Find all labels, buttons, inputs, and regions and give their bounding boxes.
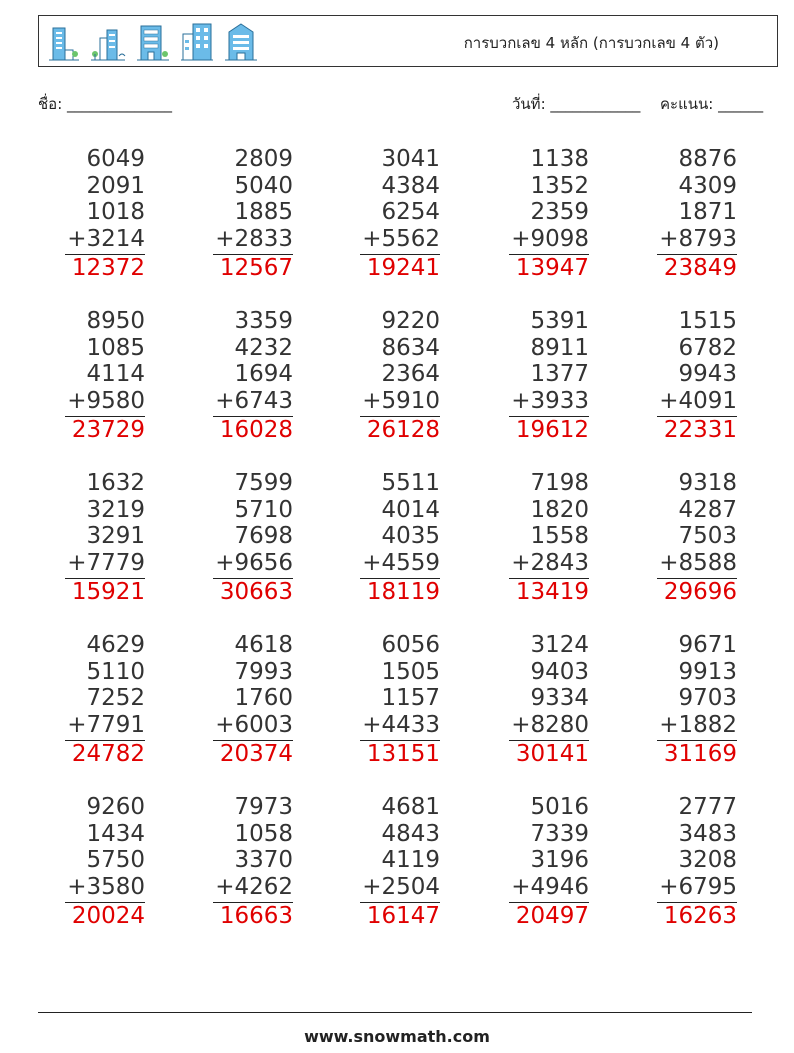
addend: 4681 xyxy=(381,794,440,820)
addend: 7252 xyxy=(86,685,145,712)
addend: +3580 xyxy=(67,874,145,901)
addend: 1760 xyxy=(234,685,293,712)
addition-problem xyxy=(65,146,145,281)
addend: 9318 xyxy=(678,470,737,496)
addend: +6743 xyxy=(215,388,293,415)
addend: 6049 xyxy=(86,146,145,172)
addend: 1018 xyxy=(86,199,145,226)
addend: 7599 xyxy=(234,470,293,496)
addition-problem xyxy=(360,146,440,281)
addition-problem xyxy=(213,632,293,767)
addend: 9220 xyxy=(381,308,440,334)
addend: 9671 xyxy=(678,632,737,658)
addend: 1434 xyxy=(86,820,145,847)
addend: +6795 xyxy=(659,874,737,901)
addition-problem xyxy=(360,470,440,605)
addend: 7503 xyxy=(678,523,737,550)
addition-problem xyxy=(657,632,737,767)
addend: +9580 xyxy=(67,388,145,415)
addend: 1820 xyxy=(530,496,589,523)
addend: 8911 xyxy=(530,334,589,361)
addend: 9403 xyxy=(530,658,589,685)
addend: +4433 xyxy=(362,712,440,739)
answer: 30141 xyxy=(515,740,589,767)
addend: 1885 xyxy=(234,199,293,226)
answer: 20497 xyxy=(515,902,589,929)
addend: 1085 xyxy=(86,334,145,361)
addend: 7973 xyxy=(234,794,293,820)
answer: 18119 xyxy=(366,578,440,605)
addend: 7339 xyxy=(530,820,589,847)
addend: +1882 xyxy=(659,712,737,739)
addend: 9260 xyxy=(86,794,145,820)
addend: 5511 xyxy=(381,470,440,496)
answer: 15921 xyxy=(71,578,145,605)
addend: +2843 xyxy=(511,550,589,577)
addend: 1632 xyxy=(86,470,145,496)
addend: 1138 xyxy=(530,146,589,172)
footer-website[interactable]: www.snowmath.com xyxy=(304,1027,490,1046)
addend: 1515 xyxy=(678,308,737,334)
addition-problem xyxy=(360,632,440,767)
answer: 22331 xyxy=(663,416,737,443)
addend: 5710 xyxy=(234,496,293,523)
addend: 3370 xyxy=(234,847,293,874)
answer: 20374 xyxy=(219,740,293,767)
header-icons xyxy=(47,20,259,62)
addition-problem xyxy=(65,308,145,443)
addition-problem xyxy=(509,146,589,281)
addend: 3041 xyxy=(381,146,440,172)
tower-icon xyxy=(223,20,259,62)
addend: +2833 xyxy=(215,226,293,253)
addend: 4014 xyxy=(381,496,440,523)
addition-problem xyxy=(65,632,145,767)
answer: 13419 xyxy=(515,578,589,605)
answer: 12567 xyxy=(219,254,293,281)
addend: +5910 xyxy=(362,388,440,415)
addend: 8950 xyxy=(86,308,145,334)
answer: 23849 xyxy=(663,254,737,281)
addend: 3483 xyxy=(678,820,737,847)
addend: 4618 xyxy=(234,632,293,658)
addend: 1352 xyxy=(530,172,589,199)
answer: 19612 xyxy=(515,416,589,443)
addend: +7779 xyxy=(67,550,145,577)
addend: 6254 xyxy=(381,199,440,226)
addend: 3219 xyxy=(86,496,145,523)
addend: 3291 xyxy=(86,523,145,550)
addend: 2091 xyxy=(86,172,145,199)
addend: 8634 xyxy=(381,334,440,361)
city-buildings-icon xyxy=(179,20,215,62)
addend: 9334 xyxy=(530,685,589,712)
addend: 2809 xyxy=(234,146,293,172)
addend: 5110 xyxy=(86,658,145,685)
addend: 7198 xyxy=(530,470,589,496)
addend: 3124 xyxy=(530,632,589,658)
addend: 1505 xyxy=(381,658,440,685)
addition-problem xyxy=(360,794,440,929)
addend: +4946 xyxy=(511,874,589,901)
answer: 16663 xyxy=(219,902,293,929)
addend: +2504 xyxy=(362,874,440,901)
addend: 4287 xyxy=(678,496,737,523)
answer: 31169 xyxy=(663,740,737,767)
score-field[interactable]: คะแนน: ______ xyxy=(660,95,764,113)
addend: 3196 xyxy=(530,847,589,874)
date-field[interactable]: วันที่: ____________ xyxy=(512,95,641,113)
addition-problem xyxy=(213,308,293,443)
addend: +7791 xyxy=(67,712,145,739)
addend: 2364 xyxy=(381,361,440,388)
answer: 29696 xyxy=(663,578,737,605)
addend: 4114 xyxy=(86,361,145,388)
addend: 1694 xyxy=(234,361,293,388)
addition-problem xyxy=(65,470,145,605)
answer: 23729 xyxy=(71,416,145,443)
answer: 16263 xyxy=(663,902,737,929)
addend: +5562 xyxy=(362,226,440,253)
addend: +9098 xyxy=(511,226,589,253)
addition-problem xyxy=(213,146,293,281)
addend: +8588 xyxy=(659,550,737,577)
answer: 16028 xyxy=(219,416,293,443)
answer: 13151 xyxy=(366,740,440,767)
addend: 4119 xyxy=(381,847,440,874)
addend: 1377 xyxy=(530,361,589,388)
addend: +4091 xyxy=(659,388,737,415)
answer: 30663 xyxy=(219,578,293,605)
addend: +3214 xyxy=(67,226,145,253)
addition-problem xyxy=(213,470,293,605)
addend: 6056 xyxy=(381,632,440,658)
addend: 4309 xyxy=(678,172,737,199)
addition-problem xyxy=(509,308,589,443)
addend: 4035 xyxy=(381,523,440,550)
addend: 4843 xyxy=(381,820,440,847)
addend: 1871 xyxy=(678,199,737,226)
addend: 1157 xyxy=(381,685,440,712)
worksheet-header xyxy=(38,15,778,67)
answer: 26128 xyxy=(366,416,440,443)
addend: 9943 xyxy=(678,361,737,388)
addend: +4262 xyxy=(215,874,293,901)
name-field[interactable]: ชื่อ: ______________ xyxy=(38,95,173,113)
addend: +8280 xyxy=(511,712,589,739)
addend: 3208 xyxy=(678,847,737,874)
addition-problem xyxy=(509,794,589,929)
addend: 7698 xyxy=(234,523,293,550)
answer: 19241 xyxy=(366,254,440,281)
addend: 3359 xyxy=(234,308,293,334)
addend: 2359 xyxy=(530,199,589,226)
addition-problem xyxy=(657,308,737,443)
addend: 5750 xyxy=(86,847,145,874)
addend: +9656 xyxy=(215,550,293,577)
addend: +3933 xyxy=(511,388,589,415)
answer: 24782 xyxy=(71,740,145,767)
addition-problem xyxy=(509,632,589,767)
addend: 9703 xyxy=(678,685,737,712)
addend: 8876 xyxy=(678,146,737,172)
addition-problem xyxy=(657,146,737,281)
answer: 13947 xyxy=(515,254,589,281)
addend: 4384 xyxy=(381,172,440,199)
answer: 16147 xyxy=(366,902,440,929)
addition-problem xyxy=(657,794,737,929)
addend: 9913 xyxy=(678,658,737,685)
addition-problem xyxy=(509,470,589,605)
addend: 1058 xyxy=(234,820,293,847)
building-trees-icon xyxy=(89,20,127,62)
worksheet-title: การบวกเลข 4 หลัก (การบวกเลข 4 ตัว) xyxy=(463,34,719,52)
answer: 12372 xyxy=(71,254,145,281)
building-icon xyxy=(47,20,81,62)
addition-problem xyxy=(213,794,293,929)
footer-divider xyxy=(38,1012,752,1013)
addend: 1558 xyxy=(530,523,589,550)
addend: 5391 xyxy=(530,308,589,334)
addend: 7993 xyxy=(234,658,293,685)
addition-problem xyxy=(360,308,440,443)
addition-problem xyxy=(65,794,145,929)
office-building-icon xyxy=(135,20,171,62)
addend: 6782 xyxy=(678,334,737,361)
addend: 2777 xyxy=(678,794,737,820)
addition-problem xyxy=(657,470,737,605)
addend: 4232 xyxy=(234,334,293,361)
addend: +8793 xyxy=(659,226,737,253)
addend: 5040 xyxy=(234,172,293,199)
addend: 4629 xyxy=(86,632,145,658)
addend: 5016 xyxy=(530,794,589,820)
answer: 20024 xyxy=(71,902,145,929)
addend: +6003 xyxy=(215,712,293,739)
addend: +4559 xyxy=(362,550,440,577)
